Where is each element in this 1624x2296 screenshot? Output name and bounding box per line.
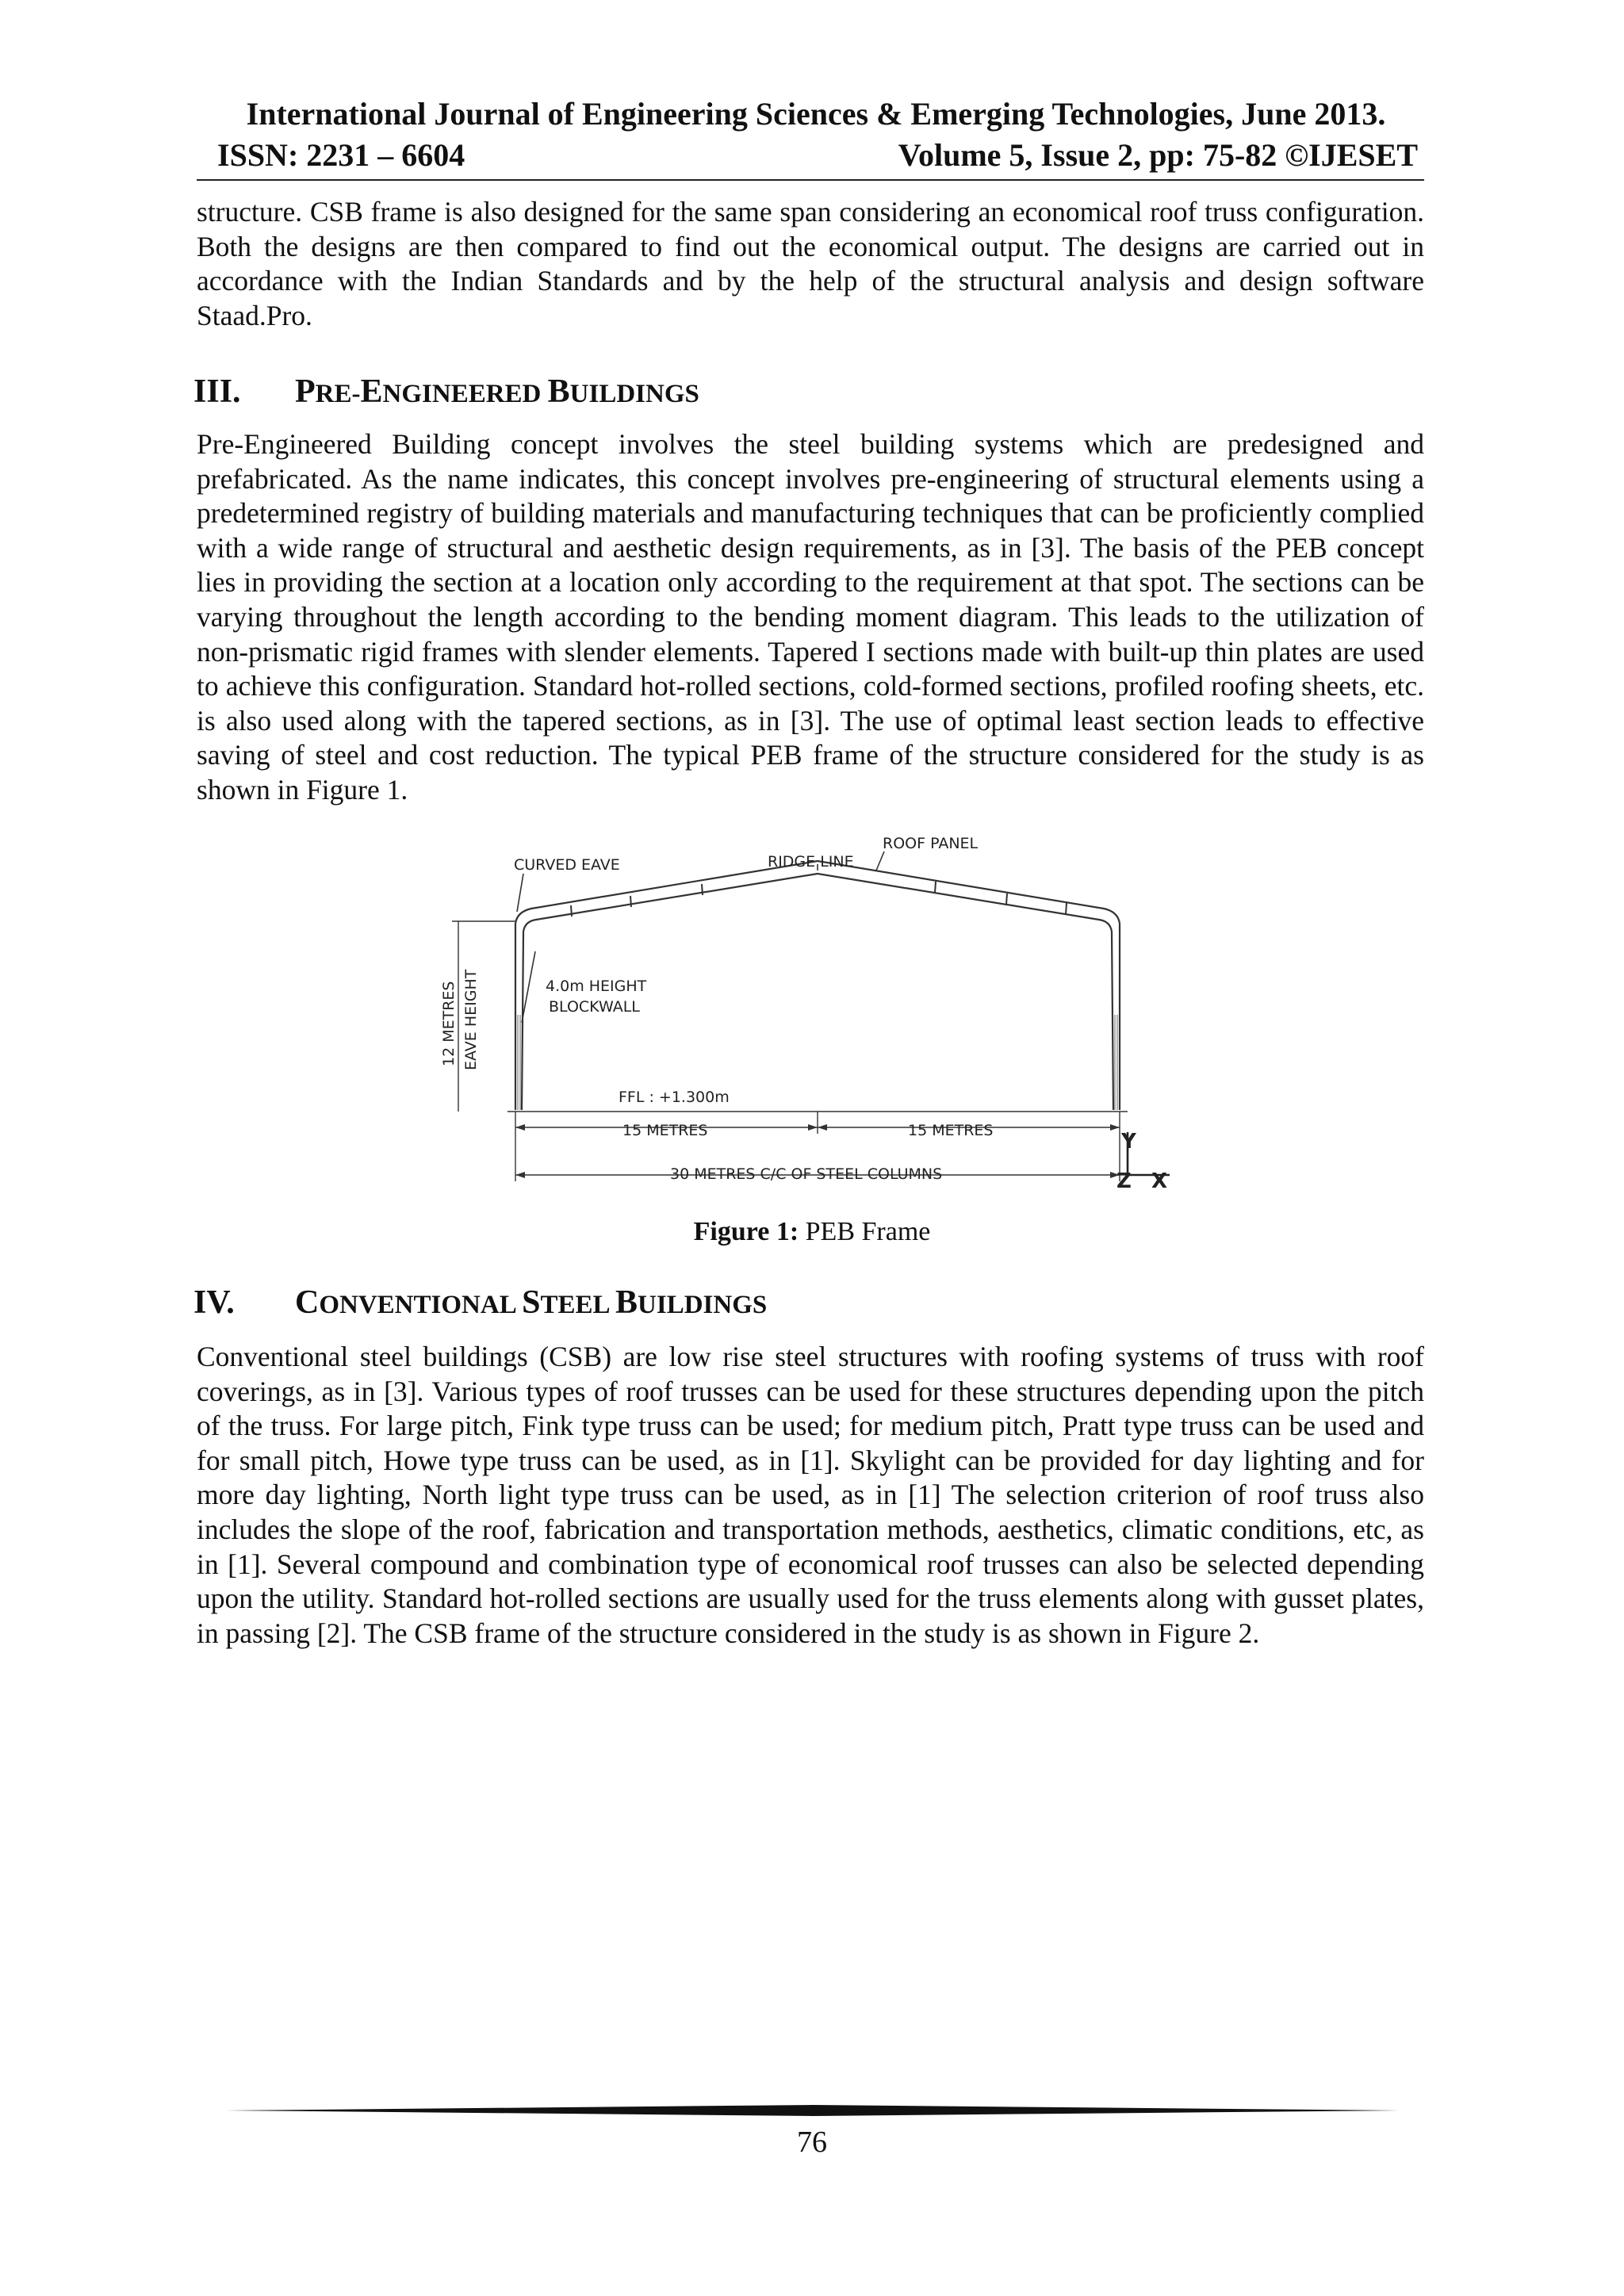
label-span-right: 15 METRES xyxy=(908,1122,994,1139)
header-rule xyxy=(197,179,1424,181)
section-4-heading xyxy=(193,1282,767,1326)
section-3-paragraph: Pre-Engineered Building concept involves the steel building systems which are predesigned and prefabricated. As the name indicates, this concept involves pre-engineering of structural elements using a predetermined registry of building materials and manufacturing techniques that can be proficiently complied with a wide range of structural and aesthetic design requirements, as in [3]. The basis of the PEB concept lies in providing the section at a location only according to the requirement at that spot. The sections can be varying throughout the length according to the bending moment diagram. This leads to the utilization of non-prismatic rigid frames with slender elements. Tapered I sections made with built-up thin plates are used to achieve this configuration. Standard hot-rolled sections, cold-formed sections, profiled roofing sheets, etc. is also used along with the tapered sections, as in [3]. The use of optimal least section leads to effective saving of steel and cost reduction. The typical PEB frame of the structure considered for the study is as shown in Figure 1. xyxy=(197,428,1424,806)
label-curved-eave: CURVED EAVE xyxy=(514,856,620,874)
figure-1-caption-label: Figure 1: xyxy=(693,1217,799,1246)
right-column-inner xyxy=(1112,932,1113,1110)
axis-z-label: Z xyxy=(1116,1169,1132,1193)
axis-x-label: X xyxy=(1151,1169,1168,1193)
section-3-number: III. xyxy=(193,373,241,410)
rafter-inner xyxy=(523,874,1112,932)
section-4-number: IV. xyxy=(193,1284,235,1321)
label-eave-height: EAVE HEIGHT xyxy=(462,969,480,1070)
volume-info: Volume 5, Issue 2, pp: 75-82 ©IJESET xyxy=(898,137,1418,173)
journal-title: International Journal of Engineering Sciences & Emerging Technologies, June 2013. xyxy=(246,96,1386,132)
figure-1-peb-frame xyxy=(428,832,1189,1197)
label-12-metres: 12 METRES xyxy=(440,981,458,1066)
label-ridge-line: RIDGE LINE xyxy=(768,853,854,871)
page-number: 76 xyxy=(797,2126,827,2159)
footer-rule xyxy=(226,2105,1400,2116)
roof-panel-leader xyxy=(876,851,884,871)
issn-volume-line xyxy=(197,135,1424,176)
label-ffl: FFL : +1.300m xyxy=(619,1089,730,1106)
label-roof-panel: ROOF PANEL xyxy=(883,835,979,852)
section-3-title: PRE-ENGINEERED BUILDINGS xyxy=(295,373,699,410)
axis-y-label: Y xyxy=(1121,1130,1136,1154)
label-span-total: 30 METRES C/C OF STEEL COLUMNS xyxy=(670,1165,943,1183)
section-3-heading xyxy=(193,371,699,415)
intro-paragraph: structure. CSB frame is also designed for the same span considering an economical roof truss configuration. Both the designs are then compared to find out the economical output. The designs are carried out in accordance with the Indian Standards and by the help of the structural analysis and design software Staad.Pro. xyxy=(197,196,1424,331)
wall-hatching xyxy=(518,1015,1117,1110)
label-span-left: 15 METRES xyxy=(622,1122,708,1139)
figure-1-caption xyxy=(0,1215,1624,1249)
label-blockwall-height: 4.0m HEIGHT xyxy=(546,978,647,995)
section-4-title: CONVENTIONAL STEEL BUILDINGS xyxy=(295,1284,768,1321)
figure-1-caption-text: PEB Frame xyxy=(799,1217,931,1246)
running-header xyxy=(197,94,1424,176)
height-dimension xyxy=(452,921,515,1112)
section-4-paragraph: Conventional steel buildings (CSB) are low rise steel structures with roofing systems of truss with roof coverings, as in [3]. Various types of roof trusses can be used for these structures depending upon the pitch of the truss. For large pitch, Fink type truss can be used; for medium pitch, Pratt type truss can be used and for small pitch, Howe type truss can be used, as in [1]. Skylight can be provided for day lighting and for more day lighting, North light type truss can be used, as in [1] The selection criterion of roof truss also includes the slope of the roof, fabrication and transportation methods, aesthetics, climatic conditions, etc, as in [1]. Several compound and combination type of economical roof trusses can also be selected depending upon the utility. Standard hot-rolled sections are usually used for the truss elements along with gusset plates, in passing [2]. The CSB frame of the structure considered in the study is as shown in Figure 2. xyxy=(197,1341,1424,1649)
purlin-ticks xyxy=(571,882,1067,916)
issn: ISSN: 2231 – 6604 xyxy=(217,137,465,173)
label-blockwall: BLOCKWALL xyxy=(549,998,640,1016)
curved-eave-leader xyxy=(517,874,523,912)
